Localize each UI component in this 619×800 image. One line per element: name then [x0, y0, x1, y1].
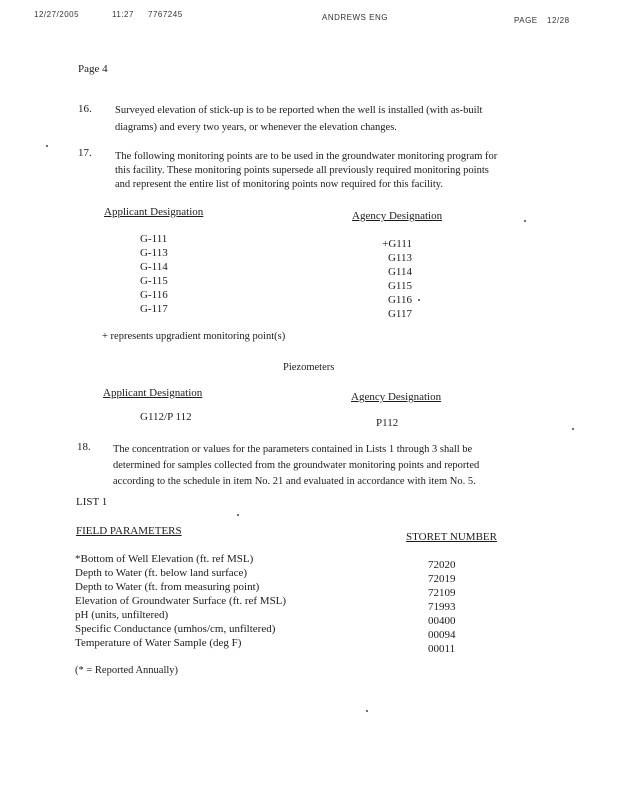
fax-phone: 7767245 — [148, 10, 183, 19]
table-row: Specific Conductance (umhos/cm, unfiltered) — [75, 623, 276, 635]
item-17-line-2: this facility. These monitoring points supersede all previously required monitoring points — [115, 165, 489, 176]
item-18-line-3: according to the schedule in item No. 21 and evaluated in accordance with item No. 5. — [113, 476, 476, 487]
scan-speck — [418, 299, 420, 301]
storet-number-header: STORET NUMBER — [406, 531, 497, 543]
page-label: Page 4 — [78, 63, 108, 75]
list-item: G117 — [387, 308, 412, 320]
table-row: Depth to Water (ft. from measuring point) — [75, 581, 260, 593]
field-parameters-header: FIELD PARAMETERS — [76, 525, 182, 537]
list-item: G-117 — [140, 303, 168, 315]
piezometers-applicant-header: Applicant Designation — [103, 387, 203, 399]
list-item: G-116 — [140, 289, 168, 301]
scan-speck — [46, 145, 48, 147]
table-cell: 72109 — [428, 587, 456, 599]
piezometer-applicant-value: G112/P 112 — [140, 411, 192, 423]
table-cell: 00094 — [428, 629, 456, 641]
table-row: Depth to Water (ft. below land surface) — [75, 567, 248, 579]
list-item: G116 — [387, 294, 412, 306]
scan-speck — [572, 428, 574, 430]
wells-applicant-list — [140, 232, 168, 316]
list-item: G-114 — [140, 261, 168, 273]
item-18-number: 18. — [77, 441, 91, 453]
list-item: +G111 — [382, 238, 412, 250]
fax-page-number: 12/28 — [547, 16, 570, 25]
list-item: G114 — [387, 266, 412, 278]
list-item: G113 — [387, 252, 412, 264]
fax-date: 12/27/2005 — [34, 10, 80, 19]
item-17-line-3: and represent the entire list of monitoring points now required for this facility. — [115, 179, 443, 190]
table-cell: 72020 — [428, 559, 456, 571]
table-row: pH (units, unfiltered) — [75, 609, 169, 621]
fax-page-label: PAGE — [514, 16, 538, 25]
item-16-number: 16. — [78, 103, 92, 115]
list-item: G-113 — [140, 247, 168, 259]
wells-agency-header: Agency Designation — [352, 210, 443, 222]
fax-time: 11:27 — [112, 10, 134, 19]
piezometers-agency-header: Agency Designation — [351, 391, 442, 403]
scan-speck — [524, 220, 526, 222]
list-item: G115 — [387, 280, 412, 292]
list1-title: LIST 1 — [76, 496, 108, 508]
table-row: Elevation of Groundwater Surface (ft. ref MSL) — [75, 595, 287, 607]
list-item: G-115 — [140, 275, 168, 287]
wells-applicant-header: Applicant Designation — [104, 206, 204, 218]
field-parameters-list — [75, 552, 286, 650]
fax-sender: ANDREWS ENG — [322, 13, 388, 22]
item-17-number: 17. — [78, 147, 92, 159]
table-cell: 00011 — [428, 643, 456, 655]
scan-speck — [366, 710, 368, 712]
wells-agency-list — [376, 237, 412, 321]
upgradient-note: + represents upgradient monitoring point(s) — [102, 331, 286, 342]
item-17-line-1: The following monitoring points are to be used in the groundwater monitoring program for — [115, 151, 498, 162]
table-cell: 00400 — [428, 615, 456, 627]
item-18-line-2: determined for samples collected from the groundwater monitoring points and reported — [113, 460, 480, 471]
list-item: G-111 — [140, 233, 168, 245]
item-16-line-1: Surveyed elevation of stick-up is to be reported when the well is installed (with as-built — [115, 105, 483, 116]
piezometer-agency-value: P112 — [376, 417, 399, 429]
table-cell: 71993 — [428, 601, 456, 613]
scan-speck — [237, 514, 239, 516]
storet-number-list — [428, 558, 456, 656]
table-row: Temperature of Water Sample (deg F) — [75, 637, 242, 649]
piezometers-title: Piezometers — [283, 362, 335, 373]
annual-footnote: (* = Reported Annually) — [75, 665, 179, 676]
item-16-line-2: diagrams) and every two years, or whenever the elevation changes. — [115, 122, 397, 133]
table-row: *Bottom of Well Elevation (ft. ref MSL) — [75, 553, 254, 565]
table-cell: 72019 — [428, 573, 456, 585]
item-18-line-1: The concentration or values for the parameters contained in Lists 1 through 3 shall be — [113, 444, 473, 455]
